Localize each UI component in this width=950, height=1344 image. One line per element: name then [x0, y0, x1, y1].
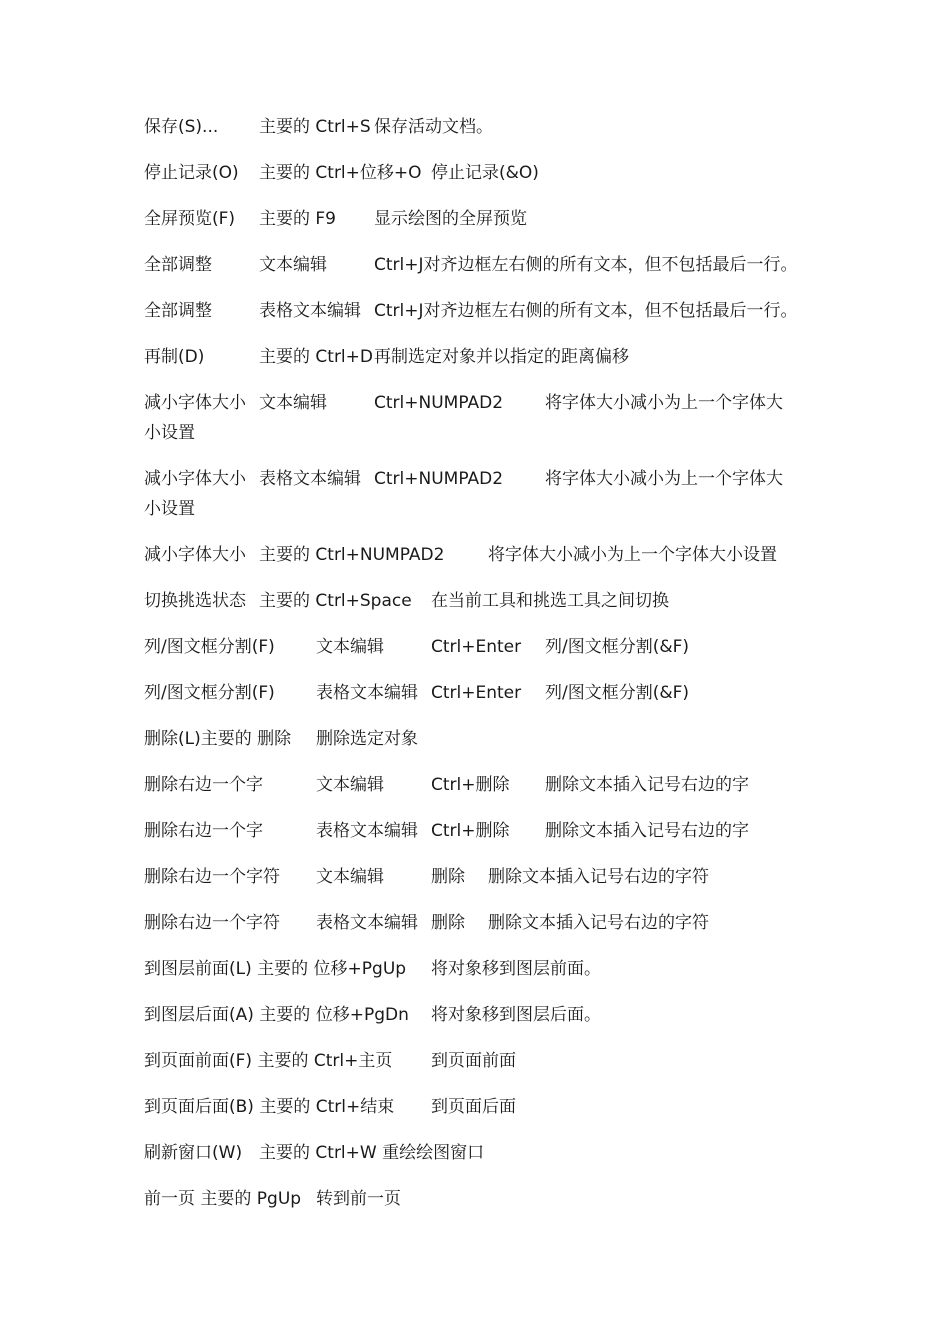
wrapped-text: 小设置 — [144, 499, 195, 519]
shortcut-line — [0, 207, 950, 231]
context: 文本编辑 — [316, 637, 384, 657]
command-name: 删除(L)主要的 删除 — [144, 729, 292, 749]
command-name: 全部调整 — [144, 255, 212, 275]
context: 表格文本编辑 — [259, 301, 361, 321]
shortcut-line — [0, 911, 950, 935]
shortcut: Ctrl+删除 — [431, 775, 510, 795]
command-shortcut: 到图层前面(L) 主要的 位移+PgUp — [144, 959, 407, 979]
context: 表格文本编辑 — [316, 683, 418, 703]
shortcut-line — [0, 819, 950, 843]
description: 将对象移到图层前面。 — [431, 959, 601, 979]
context-shortcut: 主要的 Ctrl+Space — [259, 591, 412, 611]
command-shortcut: 到页面前面(F) 主要的 Ctrl+主页 — [144, 1051, 393, 1071]
command-name: 删除右边一个字符 — [144, 913, 280, 933]
command-name: 停止记录(O) — [144, 163, 239, 183]
description: 转到前一页 — [316, 1189, 401, 1209]
context-shortcut: 主要的 Ctrl+NUMPAD2 — [259, 545, 445, 565]
shortcut-line — [0, 1187, 950, 1211]
description: 删除文本插入记号右边的字 — [545, 821, 749, 841]
shortcut-line — [0, 345, 950, 369]
shortcut-line — [0, 467, 950, 519]
context-shortcut-description: 主要的 Ctrl+W 重绘绘图窗口 — [259, 1143, 485, 1163]
description: 到页面后面 — [431, 1097, 516, 1117]
shortcut-line — [0, 543, 950, 567]
context: 文本编辑 — [316, 775, 384, 795]
shortcut-line — [0, 299, 950, 323]
command-name: 切换挑选状态 — [144, 591, 246, 611]
command-shortcut: 前一页 主要的 PgUp — [144, 1189, 302, 1209]
command-name: 列/图文框分割(F) — [144, 683, 275, 703]
description: 列/图文框分割(&F) — [545, 683, 690, 703]
context-shortcut: 主要的 Ctrl+D — [259, 347, 373, 367]
description: 列/图文框分割(&F) — [545, 637, 690, 657]
shortcut-line — [0, 635, 950, 659]
shortcut-line — [0, 589, 950, 613]
shortcut: Ctrl+NUMPAD2 — [374, 393, 504, 413]
command-name: 全屏预览(F) — [144, 209, 236, 229]
command-shortcut: 到页面后面(B) 主要的 Ctrl+结束 — [144, 1097, 395, 1117]
shortcut-line — [0, 865, 950, 889]
command-name: 删除右边一个字符 — [144, 867, 280, 887]
description: 删除文本插入记号右边的字符 — [488, 913, 709, 933]
shortcut: 删除 — [431, 867, 465, 887]
context-shortcut: 主要的 F9 — [259, 209, 336, 229]
shortcut-line — [0, 253, 950, 277]
description: 再制选定对象并以指定的距离偏移 — [374, 347, 629, 367]
shortcut-line — [0, 957, 950, 981]
description: 停止记录(&O) — [431, 163, 539, 183]
command-name: 列/图文框分割(F) — [144, 637, 275, 657]
command-name: 减小字体大小 — [144, 393, 246, 413]
command-name: 再制(D) — [144, 347, 205, 367]
shortcut-line — [0, 681, 950, 705]
context-shortcut: 主要的 Ctrl+位移+O — [259, 163, 422, 183]
shortcut: 删除 — [431, 913, 465, 933]
shortcut: Ctrl+NUMPAD2 — [374, 469, 504, 489]
shortcut: Ctrl+Enter — [431, 637, 522, 657]
command-shortcut: 到图层后面(A) 主要的 位移+PgDn — [144, 1005, 409, 1025]
command-name: 全部调整 — [144, 301, 212, 321]
shortcut: Ctrl+删除 — [431, 821, 510, 841]
context: 文本编辑 — [316, 867, 384, 887]
context: 文本编辑 — [259, 393, 327, 413]
context: 表格文本编辑 — [316, 821, 418, 841]
description: 将字体大小减小为上一个字体大小设置 — [488, 545, 777, 565]
shortcut-line — [0, 115, 950, 139]
description: 将字体大小减小为上一个字体大 — [545, 469, 783, 489]
shortcut-line — [0, 161, 950, 185]
shortcut-description: Ctrl+J对齐边框左右侧的所有文本，但不包括最后一行。 — [374, 301, 798, 321]
shortcut-line — [0, 1049, 950, 1073]
description: 将对象移到图层后面。 — [431, 1005, 601, 1025]
description: 删除选定对象 — [316, 729, 418, 749]
shortcut-line — [0, 773, 950, 797]
description: 保存活动文档。 — [374, 117, 493, 137]
context: 文本编辑 — [259, 255, 327, 275]
command-name: 删除右边一个字 — [144, 821, 263, 841]
context: 表格文本编辑 — [316, 913, 418, 933]
description: 在当前工具和挑选工具之间切换 — [431, 591, 669, 611]
command-name: 保存(S)... — [144, 117, 219, 137]
shortcut: Ctrl+Enter — [431, 683, 522, 703]
description: 到页面前面 — [431, 1051, 516, 1071]
shortcut-line — [0, 1095, 950, 1119]
command-name: 刷新窗口(W) — [144, 1143, 243, 1163]
wrapped-text: 小设置 — [144, 423, 195, 443]
shortcut-description: Ctrl+J对齐边框左右侧的所有文本，但不包括最后一行。 — [374, 255, 798, 275]
shortcut-line — [0, 1003, 950, 1027]
context-shortcut: 主要的 Ctrl+S — [259, 117, 371, 137]
command-name: 删除右边一个字 — [144, 775, 263, 795]
shortcut-line — [0, 391, 950, 443]
context: 表格文本编辑 — [259, 469, 361, 489]
command-name: 减小字体大小 — [144, 545, 246, 565]
description: 删除文本插入记号右边的字符 — [488, 867, 709, 887]
command-name: 减小字体大小 — [144, 469, 246, 489]
shortcut-line — [0, 1141, 950, 1165]
description: 将字体大小减小为上一个字体大 — [545, 393, 783, 413]
description: 显示绘图的全屏预览 — [374, 209, 527, 229]
description: 删除文本插入记号右边的字 — [545, 775, 749, 795]
shortcut-line — [0, 727, 950, 751]
